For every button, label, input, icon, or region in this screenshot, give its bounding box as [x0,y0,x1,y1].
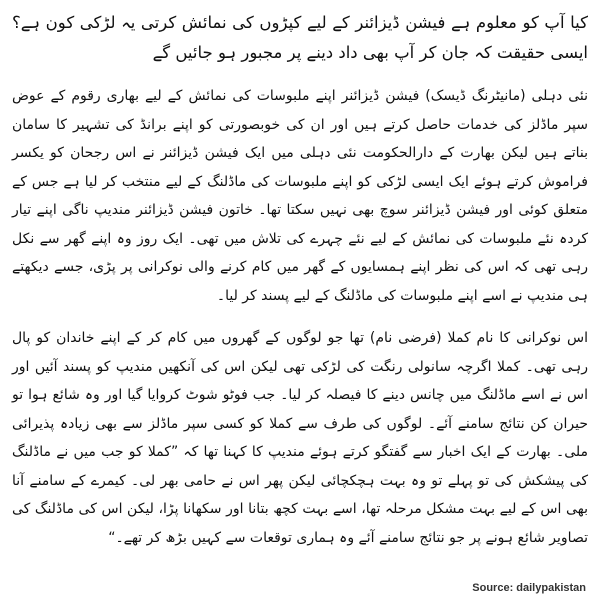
article-paragraph-1: نئی دہلی (مانیٹرنگ ڈیسک) فیشن ڈیزائنر اپنے ملبوسات کی نمائش کے لیے بھاری رقوم کے عوض سپر ماڈلز کی خدمات حاصل کرتے ہیں اور ان کی خوبصورتی کو اپنے برانڈ کی تشہیر کا سامان بناتے ہیں لیکن بھارت کے دارالحکومت نئی دہلی میں ایک فیشن ڈیزائنر نے اس رجحان کو یکسر فراموش کرتے ہوئے ایک ایسی لڑکی کو اپنے ملبوسات کی ماڈلنگ کے لیے منتخب کر لیا ہے جس کے متعلق کوئی اور فیشن ڈیزائنر سوچ بھی نہیں سکتا تھا۔ خاتون فیشن ڈیزائنر مندیپ ناگی اپنے تیار کردہ نئے ملبوسات کی نمائش کے لیے نئے چہرے کی تلاش میں تھی۔ ایک روز وہ اپنے گھر سے نکل رہی تھی کہ اس کی نظر اپنے ہمسایوں کے گھر میں کام کرنے والی نوکرانی پر پڑی، جسے دیکھتے ہی مندیپ نے اسے اپنے ملبوسات کی ماڈلنگ کے لیے پسند کر لیا۔ [12,88,588,304]
source-credit: Source: dailypakistan [472,582,586,594]
article-paragraph-2: اس نوکرانی کا نام کملا (فرضی نام) تھا جو لوگوں کے گھروں میں کام کر کے اپنے خاندان کو پال رہی تھی۔ کملا اگرچہ سانولی رنگت کی لڑکی تھی لیکن اس کی آنکھیں مندیپ کو پسند آئیں اور اس نے اسے ماڈلنگ میں چانس دینے کا فیصلہ کر لیا۔ جب فوٹو شوٹ کروایا گیا اور وہ شائع ہوا تو حیران کن نتائج سامنے آئے۔ لوگوں کی طرف سے کملا کو کسی سپر ماڈلز سے بھی زیادہ پذیرائی ملی۔ بھارت کے ایک اخبار سے گفتگو کرتے ہوئے مندیپ کا کہنا تھا کہ ”کملا کو جب میں نے ماڈلنگ کی پیشکش کی تو پہلے تو وہ بہت ہچکچائی لیکن پھر اس نے حامی بھر لی۔ کیمرے کے سامنے آنا بھی اس کے لیے بہت مشکل مرحلہ تھا، اسے بہت کچھ بتانا اور سکھانا پڑا، لیکن اس کی ماڈلنگ کی تصاویر شائع ہونے پر جو نتائج سامنے آئے وہ ہماری توقعات سے کہیں بڑھ کر تھے۔“ [12,330,588,546]
article-headline: کیا آپ کو معلوم ہے فیشن ڈیزائنر کے لیے کپڑوں کی نمائش کرتی یہ لڑکی کون ہے؟ ایسی حقیقت کہ جان کر آپ بھی داد دینے پر مجبور ہو جائیں گے [12,13,588,62]
news-article [12,8,588,566]
